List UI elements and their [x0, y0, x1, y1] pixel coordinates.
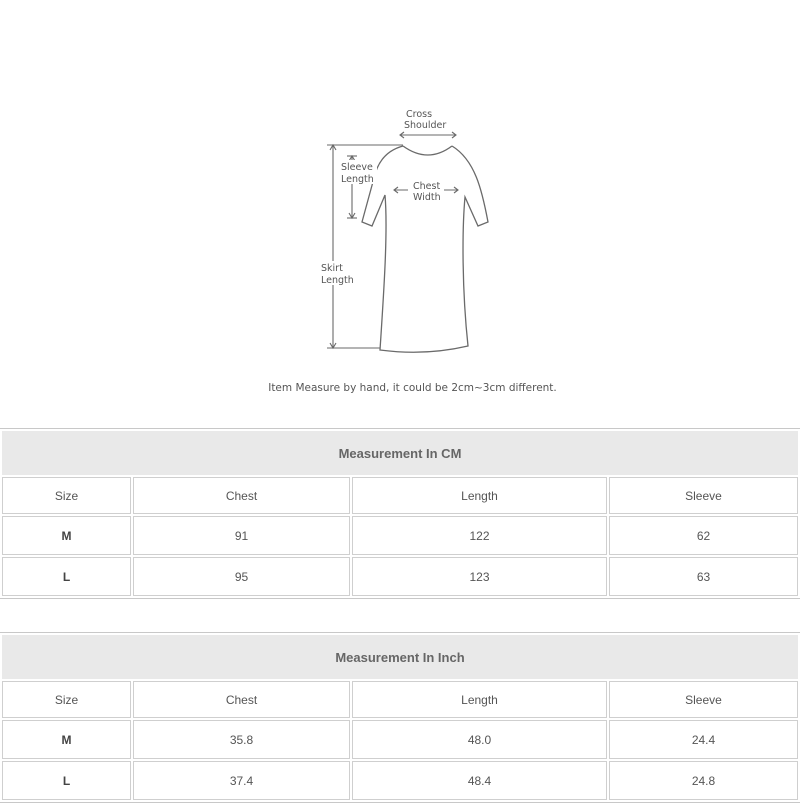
measurement-cm-table: [0, 428, 800, 599]
sleeve-length-label: Sleeve: [341, 162, 373, 173]
table-row: [2, 516, 798, 555]
sleeve-cell: 62: [609, 516, 798, 555]
chest-cell: 37.4: [133, 761, 350, 800]
header-size: Size: [2, 477, 131, 514]
header-length: Length: [352, 681, 607, 718]
sleeve-cell: 24.4: [609, 720, 798, 759]
chest-width-label: Chest: [413, 181, 441, 192]
table-row: [2, 761, 798, 800]
sleeve-cell: 24.8: [609, 761, 798, 800]
table-title: Measurement In CM: [2, 431, 798, 475]
header-sleeve: Sleeve: [609, 477, 798, 514]
diagram-labels: [319, 106, 454, 286]
length-cell: 122: [352, 516, 607, 555]
header-size: Size: [2, 681, 131, 718]
measurement-inch-table: [0, 632, 800, 803]
header-sleeve: Sleeve: [609, 681, 798, 718]
table-title: Measurement In Inch: [2, 635, 798, 679]
sleeve-cell: 63: [609, 557, 798, 596]
length-cell: 123: [352, 557, 607, 596]
skirt-length-label-2: Length: [321, 275, 354, 286]
size-cell: M: [2, 516, 131, 555]
sleeve-length-label-2: Length: [341, 174, 374, 185]
header-chest: Chest: [133, 681, 350, 718]
dress-outline: [362, 146, 488, 352]
header-row: [2, 681, 798, 718]
measure-note: Item Measure by hand, it could be 2cm~3cm different.: [268, 382, 557, 394]
header-row: [2, 477, 798, 514]
table-row: [2, 557, 798, 596]
length-cell: 48.0: [352, 720, 607, 759]
cross-shoulder-label-2: Shoulder: [404, 120, 447, 131]
table-row: [2, 720, 798, 759]
skirt-length-label: Skirt: [321, 263, 343, 274]
size-cell: L: [2, 557, 131, 596]
header-length: Length: [352, 477, 607, 514]
chest-width-label-2: Width: [413, 192, 441, 203]
header-chest: Chest: [133, 477, 350, 514]
size-cell: M: [2, 720, 131, 759]
size-cell: L: [2, 761, 131, 800]
chest-cell: 35.8: [133, 720, 350, 759]
chest-cell: 95: [133, 557, 350, 596]
chest-cell: 91: [133, 516, 350, 555]
length-cell: 48.4: [352, 761, 607, 800]
cross-shoulder-label: Cross: [406, 109, 433, 120]
